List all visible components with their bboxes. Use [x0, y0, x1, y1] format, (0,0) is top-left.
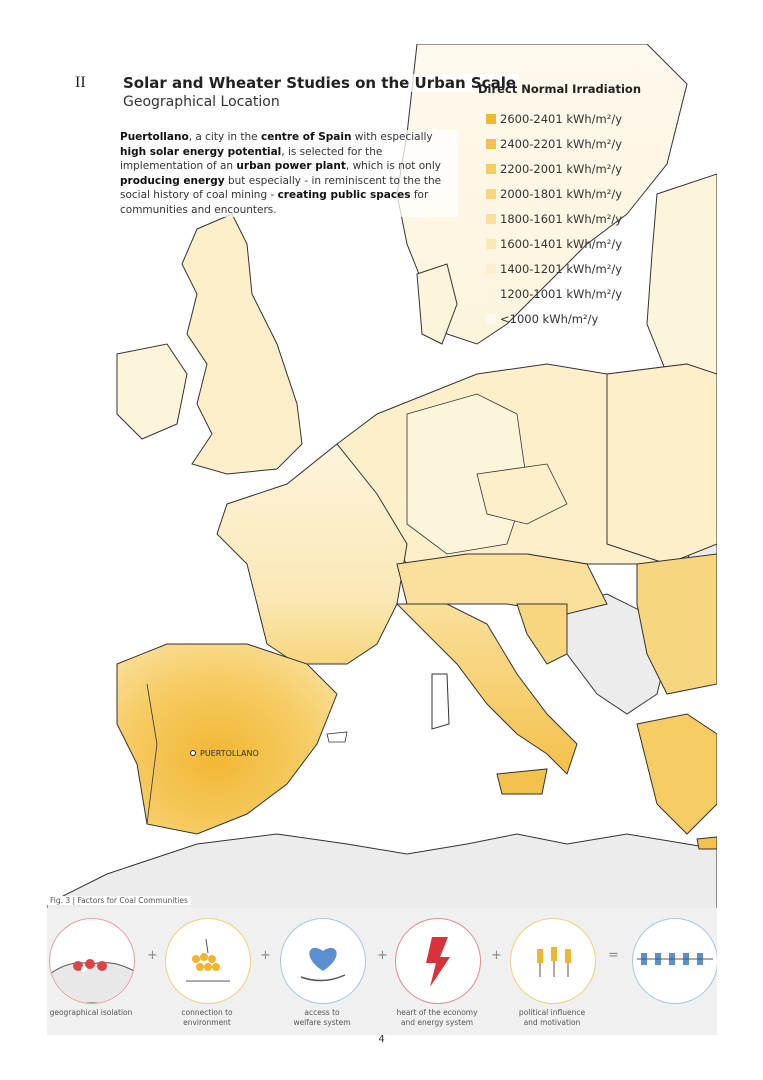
legend-label: 1400-1201 kWh/m²/y: [500, 261, 623, 276]
legend-swatch: [486, 114, 496, 124]
factor-circle: [165, 918, 251, 1004]
legend-swatch: [486, 139, 496, 149]
legend-label: 1800-1601 kWh/m²/y: [500, 211, 623, 226]
great-britain: [182, 214, 302, 474]
factors-strip: [47, 908, 717, 1035]
legend-item: [478, 306, 658, 331]
greece: [637, 714, 717, 834]
legend-item: [478, 131, 658, 156]
legend-label: 2200-2001 kWh/m²/y: [500, 161, 623, 176]
factor-circle: [280, 918, 366, 1004]
legend-item: [478, 206, 658, 231]
legend-title: Direct Normal Irradiation: [478, 82, 642, 96]
ukraine-belarus: [607, 364, 717, 564]
legend-item: [478, 156, 658, 181]
factor-circle: [395, 918, 481, 1004]
section-number: II: [75, 74, 86, 91]
legend-label: 2400-2201 kWh/m²/y: [500, 136, 623, 151]
legend-label: 1200-1001 kWh/m²/y: [500, 286, 623, 301]
plus-sign: +: [147, 948, 158, 963]
page-number: 4: [378, 1034, 385, 1045]
legend-swatch: [486, 214, 496, 224]
legend-label: 1600-1401 kWh/m²/y: [500, 236, 623, 251]
legend-item: [478, 106, 658, 131]
plus-sign: +: [491, 948, 502, 963]
factor-label: political influence and motivation: [518, 1008, 586, 1027]
legend-label: 2600-2401 kWh/m²/y: [500, 111, 623, 126]
legend-item: [478, 231, 658, 256]
sardinia: [432, 674, 449, 729]
plus-sign: +: [377, 948, 388, 963]
iberia: [117, 644, 337, 834]
factor-label: access to welfare system: [293, 1008, 351, 1027]
plus-sign: +: [260, 948, 271, 963]
equals-sign: =: [608, 948, 619, 963]
legend-item: [478, 181, 658, 206]
section-subtitle: Geographical Location: [120, 94, 283, 110]
factor-label: connection to environment: [181, 1008, 233, 1027]
factor-circle: [49, 918, 135, 1004]
legend-swatch: [486, 189, 496, 199]
croatia-coast: [517, 604, 567, 664]
sicily: [497, 769, 547, 794]
legend-swatch: [486, 164, 496, 174]
legend-item: [478, 281, 658, 306]
factor-circle: [510, 918, 596, 1004]
legend-swatch: [486, 314, 496, 324]
irradiation-legend: [478, 82, 658, 331]
puertollano-label: PUERTOLLANO: [200, 749, 259, 758]
factor-label: geographical isolation: [49, 1008, 133, 1017]
balearic: [327, 732, 347, 742]
section-title: Solar and Wheater Studies on the Urban Scale: [120, 74, 519, 92]
crete: [697, 837, 717, 849]
legend-label: 2000-1801 kWh/m²/y: [500, 186, 623, 201]
ireland: [117, 344, 187, 439]
legend-item: [478, 256, 658, 281]
legend-swatch: [486, 289, 496, 299]
puertollano-marker: [190, 750, 196, 756]
intro-paragraph: Puertollano, a city in the centre of Spain with especially high solar energy potential, is selected for the implementation of an urban power plant, which is not only producing energy but especially - in reminiscent to the the social history of coal mining - creating public spaces for communities and encounters.: [120, 130, 458, 217]
legend-label: <1000 kWh/m²/y: [500, 311, 599, 326]
figure-caption: Fig. 3 | Factors for Coal Communities: [47, 896, 191, 905]
legend-swatch: [486, 264, 496, 274]
factor-circle: [632, 918, 717, 1004]
factor-label: heart of the economy and energy system: [396, 1008, 478, 1027]
legend-swatch: [486, 239, 496, 249]
